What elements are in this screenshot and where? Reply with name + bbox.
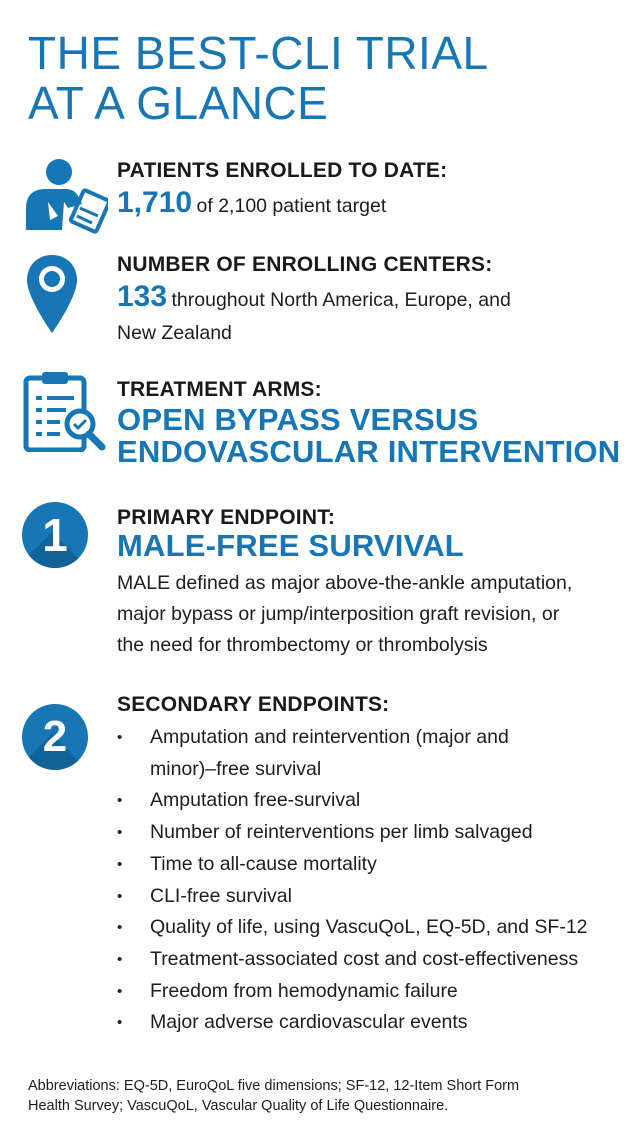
- primary-endpoint-desc-line-3: the need for thrombectomy or thrombolysis: [117, 634, 488, 656]
- primary-endpoint-title: MALE-FREE SURVIVAL: [117, 528, 464, 563]
- secondary-endpoints-list: [117, 722, 617, 1039]
- title-line-1: THE BEST-CLI TRIAL: [28, 27, 489, 79]
- centers-count: 133: [117, 280, 168, 313]
- primary-endpoint-heading: PRIMARY ENDPOINT:: [117, 506, 336, 529]
- list-item: • Treatment-associated cost and cost-effectiveness: [117, 944, 617, 976]
- title-line-2: AT A GLANCE: [28, 77, 329, 129]
- list-item: • Freedom from hemodynamic failure: [117, 976, 617, 1008]
- location-pin-icon: [25, 253, 79, 335]
- clipboard-search-icon: [22, 370, 108, 452]
- page-title: [28, 28, 588, 128]
- enrolled-target: of 2,100 patient target: [196, 195, 387, 217]
- list-item: • Quality of life, using VascuQoL, EQ-5D, and SF-12: [117, 912, 617, 944]
- treatment-arms-line-1: OPEN BYPASS VERSUS: [117, 402, 479, 437]
- list-item: • CLI-free survival: [117, 881, 617, 913]
- number-one-badge: [22, 502, 88, 568]
- primary-endpoint-desc: [117, 568, 617, 661]
- number-one-label: 1: [42, 509, 68, 561]
- enrolled-heading: PATIENTS ENROLLED TO DATE:: [117, 159, 448, 182]
- abbreviations-footnote: [28, 1076, 618, 1116]
- abbreviations-line-2: Health Survey; VascuQoL, Vascular Quality of Life Questionnaire.: [28, 1098, 449, 1114]
- enrolled-section: [117, 158, 617, 225]
- treatment-arms-line-2: ENDOVASCULAR INTERVENTION: [117, 434, 621, 469]
- secondary-endpoints-section: [117, 692, 617, 1039]
- abbreviations-line-1: Abbreviations: EQ-5D, EuroQoL five dimensions; SF-12, 12-Item Short Form: [28, 1078, 520, 1094]
- list-item: • Amputation and reintervention (major and minor)–free survival: [117, 722, 617, 785]
- number-two-badge: [22, 704, 88, 770]
- list-item: • Number of reinterventions per limb salvaged: [117, 817, 617, 849]
- primary-endpoint-desc-line-1: MALE defined as major above-the-ankle amputation,: [117, 572, 573, 594]
- list-item: • Major adverse cardiovascular events: [117, 1007, 617, 1039]
- treatment-arms-section: [117, 377, 627, 468]
- list-item: • Time to all-cause mortality: [117, 849, 617, 881]
- primary-endpoint-section: [117, 505, 617, 661]
- number-two-label: 2: [42, 712, 68, 761]
- enrolled-count: 1,710: [117, 186, 193, 219]
- treatment-arms-heading: TREATMENT ARMS:: [117, 378, 322, 401]
- centers-desc-line-2: New Zealand: [117, 322, 232, 344]
- secondary-endpoints-heading: SECONDARY ENDPOINTS:: [117, 693, 390, 716]
- list-item: • Amputation free-survival: [117, 785, 617, 817]
- centers-section: [117, 252, 617, 347]
- centers-heading: NUMBER OF ENROLLING CENTERS:: [117, 253, 493, 276]
- primary-endpoint-desc-line-2: major bypass or jump/interposition graft revision, or: [117, 603, 560, 625]
- centers-desc: throughout North America, Europe, and: [171, 289, 511, 311]
- patient-clipboard-icon: [22, 158, 108, 234]
